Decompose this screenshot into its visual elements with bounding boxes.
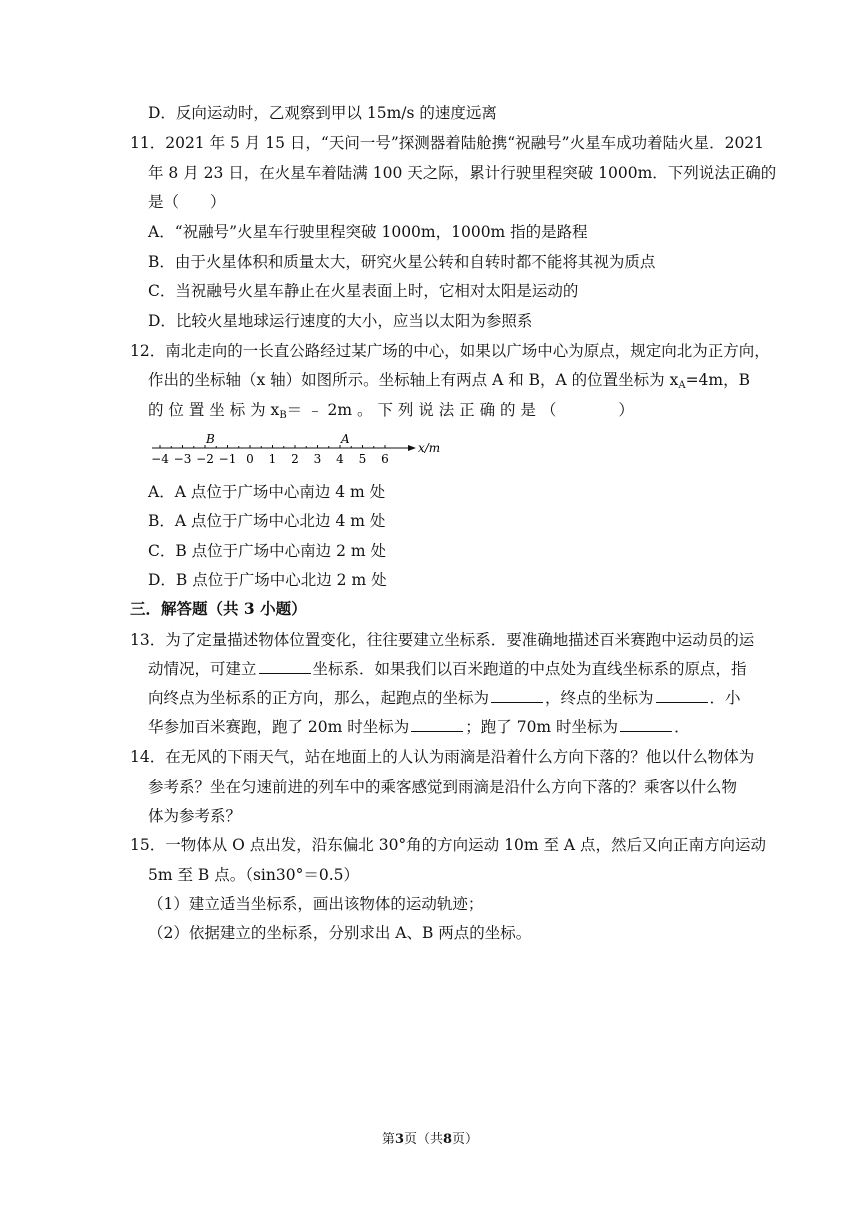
q11-line-1: 11．2021 年 5 月 15 日，“天问一号”探测器着陆舱携“祝融号”火星车成功着陆火星．2021 (130, 134, 765, 152)
q13-line-4: 华参加百米赛跑，跑了 20m 时坐标为 ；跑了 70m 时坐标为 ． (148, 718, 690, 736)
q11-option-b: B．由于火星体积和质量太大，研究火星公转和自转时都不能将其视为质点 (148, 253, 656, 271)
q12-option-a: A．A 点位于广场中心南边 4 m 处 (148, 483, 386, 501)
page-footer: 第3页（共8页） (381, 1132, 479, 1147)
coordinate-axis-figure (148, 430, 448, 470)
q15-part-2: （2）依据建立的坐标系，分别求出 A、B 两点的坐标。 (148, 924, 532, 942)
axis-tick-label: −3 (173, 452, 192, 466)
q12-line-1: 12．南北走向的一长直公路经过某广场的中心，如果以广场中心为原点，规定向北为正方向， (130, 342, 770, 360)
answer-blank (620, 717, 672, 732)
q15-part-1: （1）建立适当坐标系，画出该物体的运动轨迹； (148, 895, 484, 913)
answer-blank (411, 717, 463, 732)
q12-line-2: 作出的坐标轴（x 轴）如图所示。坐标轴上有两点 A 和 B，A 的位置坐标为 $x_A=4m$，B (148, 371, 750, 391)
q13-line-3: 向终点为坐标系的正方向，那么，起跑点的坐标为 ，终点的坐标为 ．小 (148, 689, 741, 707)
q14-line-1: 14．在无风的下雨天气，站在地面上的人认为雨滴是沿着什么方向下落的？他以什么物体为 (130, 748, 755, 766)
axis-tick-label: 0 (246, 452, 254, 466)
q13-line-1: 13．为了定量描述物体位置变化，往往要建立坐标系．要准确地描述百米赛跑中运动员的运 (130, 631, 755, 649)
q11-line-2: 年 8 月 23 日，在火星车着陆满 100 天之际，累计行驶里程突破 1000m．下列说法正确的 (148, 164, 777, 182)
q12-option-d: D．B 点位于广场中心北边 2 m 处 (148, 571, 387, 589)
q14-line-3: 体为参考系？ (148, 807, 242, 825)
point-b-label: B (206, 432, 215, 446)
q12-option-c: C．B 点位于广场中心南边 2 m 处 (148, 542, 387, 560)
q15-line-1: 15．一物体从 O 点出发，沿东偏北 30°角的方向运动 10m 至 A 点，然后又向正南方向运动 (130, 836, 767, 854)
q12-option-b: B．A 点位于广场中心北边 4 m 处 (148, 512, 386, 530)
axis-arrow (408, 445, 416, 451)
axis-tick-label: 3 (313, 452, 322, 466)
q14-line-2: 参考系？坐在匀速前进的列车中的乘客感觉到雨滴是沿什么方向下落的？乘客以什么物 (148, 778, 738, 796)
point-a-label: A (341, 432, 350, 446)
answer-blank (259, 659, 311, 674)
q13-line-2: 动情况，可建立 坐标系．如果我们以百米跑道的中点处为直线坐标系的原点，指 (148, 660, 747, 678)
axis-tick-label: −1 (218, 452, 237, 466)
q11-line-3: 是（ ） (148, 193, 226, 211)
axis-tick-label: 4 (336, 452, 344, 466)
q11-option-a: A．“祝融号”火星车行驶里程突破 1000m，1000m 指的是路程 (148, 223, 588, 241)
axis-unit-label: x/m (418, 441, 441, 455)
answer-blank (656, 688, 708, 703)
axis-tick-label: 6 (381, 452, 389, 466)
q11-option-d: D．比较火星地球运行速度的大小，应当以太阳为参照系 (148, 312, 533, 330)
page-total: 8 (443, 1132, 453, 1147)
axis-tick-label: −2 (196, 452, 214, 466)
q11-option-c: C．当祝融号火星车静止在火星表面上时，它相对太阳是运动的 (148, 282, 579, 300)
axis-tick-label: 2 (291, 452, 299, 466)
section-3-heading: 三．解答题（共 3 小题） (130, 599, 307, 618)
answer-blank (491, 688, 543, 703)
q10-option-d: D．反向运动时，乙观察到甲以 15m/s 的速度远离 (148, 104, 497, 122)
axis-tick-label: −4 (151, 452, 169, 466)
page-number: 3 (394, 1132, 404, 1147)
q12-line-3: 的 位 置 坐 标 为 $x_B=$ ﹣ 2m 。 下 列 说 法 正 确 的 是 （ ） (148, 401, 634, 421)
axis-tick-label: 5 (358, 452, 367, 466)
axis-tick-label: 1 (268, 452, 277, 466)
q15-line-2: 5m 至 B 点。（sin30°＝0.5） (148, 866, 359, 884)
